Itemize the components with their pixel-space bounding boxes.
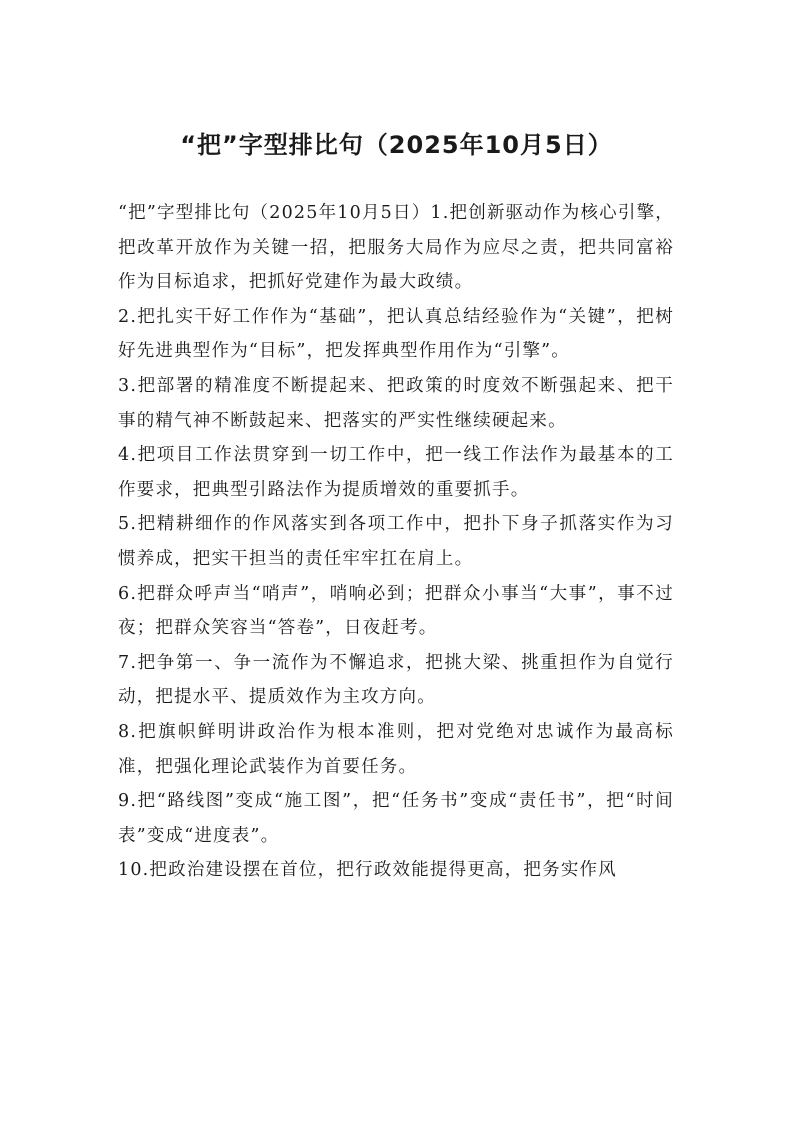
document-body: [118, 196, 674, 888]
paragraph-8: 8.把旗帜鲜明讲政治作为根本准则，把对党绝对忠诚作为最高标准，把强化理论武装作为首要任务。: [118, 721, 674, 777]
paragraph-3: 3.把部署的精准度不断提起来、把政策的时度效不断强起来、把干事的精气神不断鼓起来、把落实的严实性继续硬起来。: [118, 375, 674, 431]
paragraph-6: 6.把群众呼声当“哨声”，哨响必到；把群众小事当“大事”，事不过夜；把群众笑容当“答卷”，日夜赶考。: [118, 583, 674, 639]
paragraph-9: 9.把“路线图”变成“施工图”，把“任务书”变成“责任书”，把“时间表”变成“进度表”。: [118, 791, 674, 846]
document-title: “把”字型排比句（2025年10月5日）: [180, 131, 613, 159]
paragraph-5: 5.把精耕细作的作风落实到各项工作中，把扑下身子抓落实作为习惯养成，把实干担当的责任牢牢扛在肩上。: [118, 514, 674, 569]
paragraph-4: 4.把项目工作法贯穿到一切工作中，把一线工作法作为最基本的工作要求，把典型引路法作为提质增效的重要抓手。: [118, 445, 674, 500]
paragraph-10: 10.把政治建设摆在首位，把行政效能提得更高，把务实作风: [118, 860, 617, 881]
paragraph-2: 2.把扎实干好工作作为“基础”，把认真总结经验作为“关键”，把树好先进典型作为“目标”，把发挥典型作用作为“引擎”。: [118, 306, 674, 362]
paragraph-1: “把”字型排比句（2025年10月5日）1.把创新驱动作为核心引擎，把改革开放作为关键一招，把服务大局作为应尽之责，把共同富裕作为目标追求，把抓好党建作为最大政绩。: [118, 203, 674, 293]
paragraph-7: 7.把争第一、争一流作为不懈追求，把挑大梁、挑重担作为自觉行动，把提水平、提质效作为主攻方向。: [118, 652, 674, 708]
